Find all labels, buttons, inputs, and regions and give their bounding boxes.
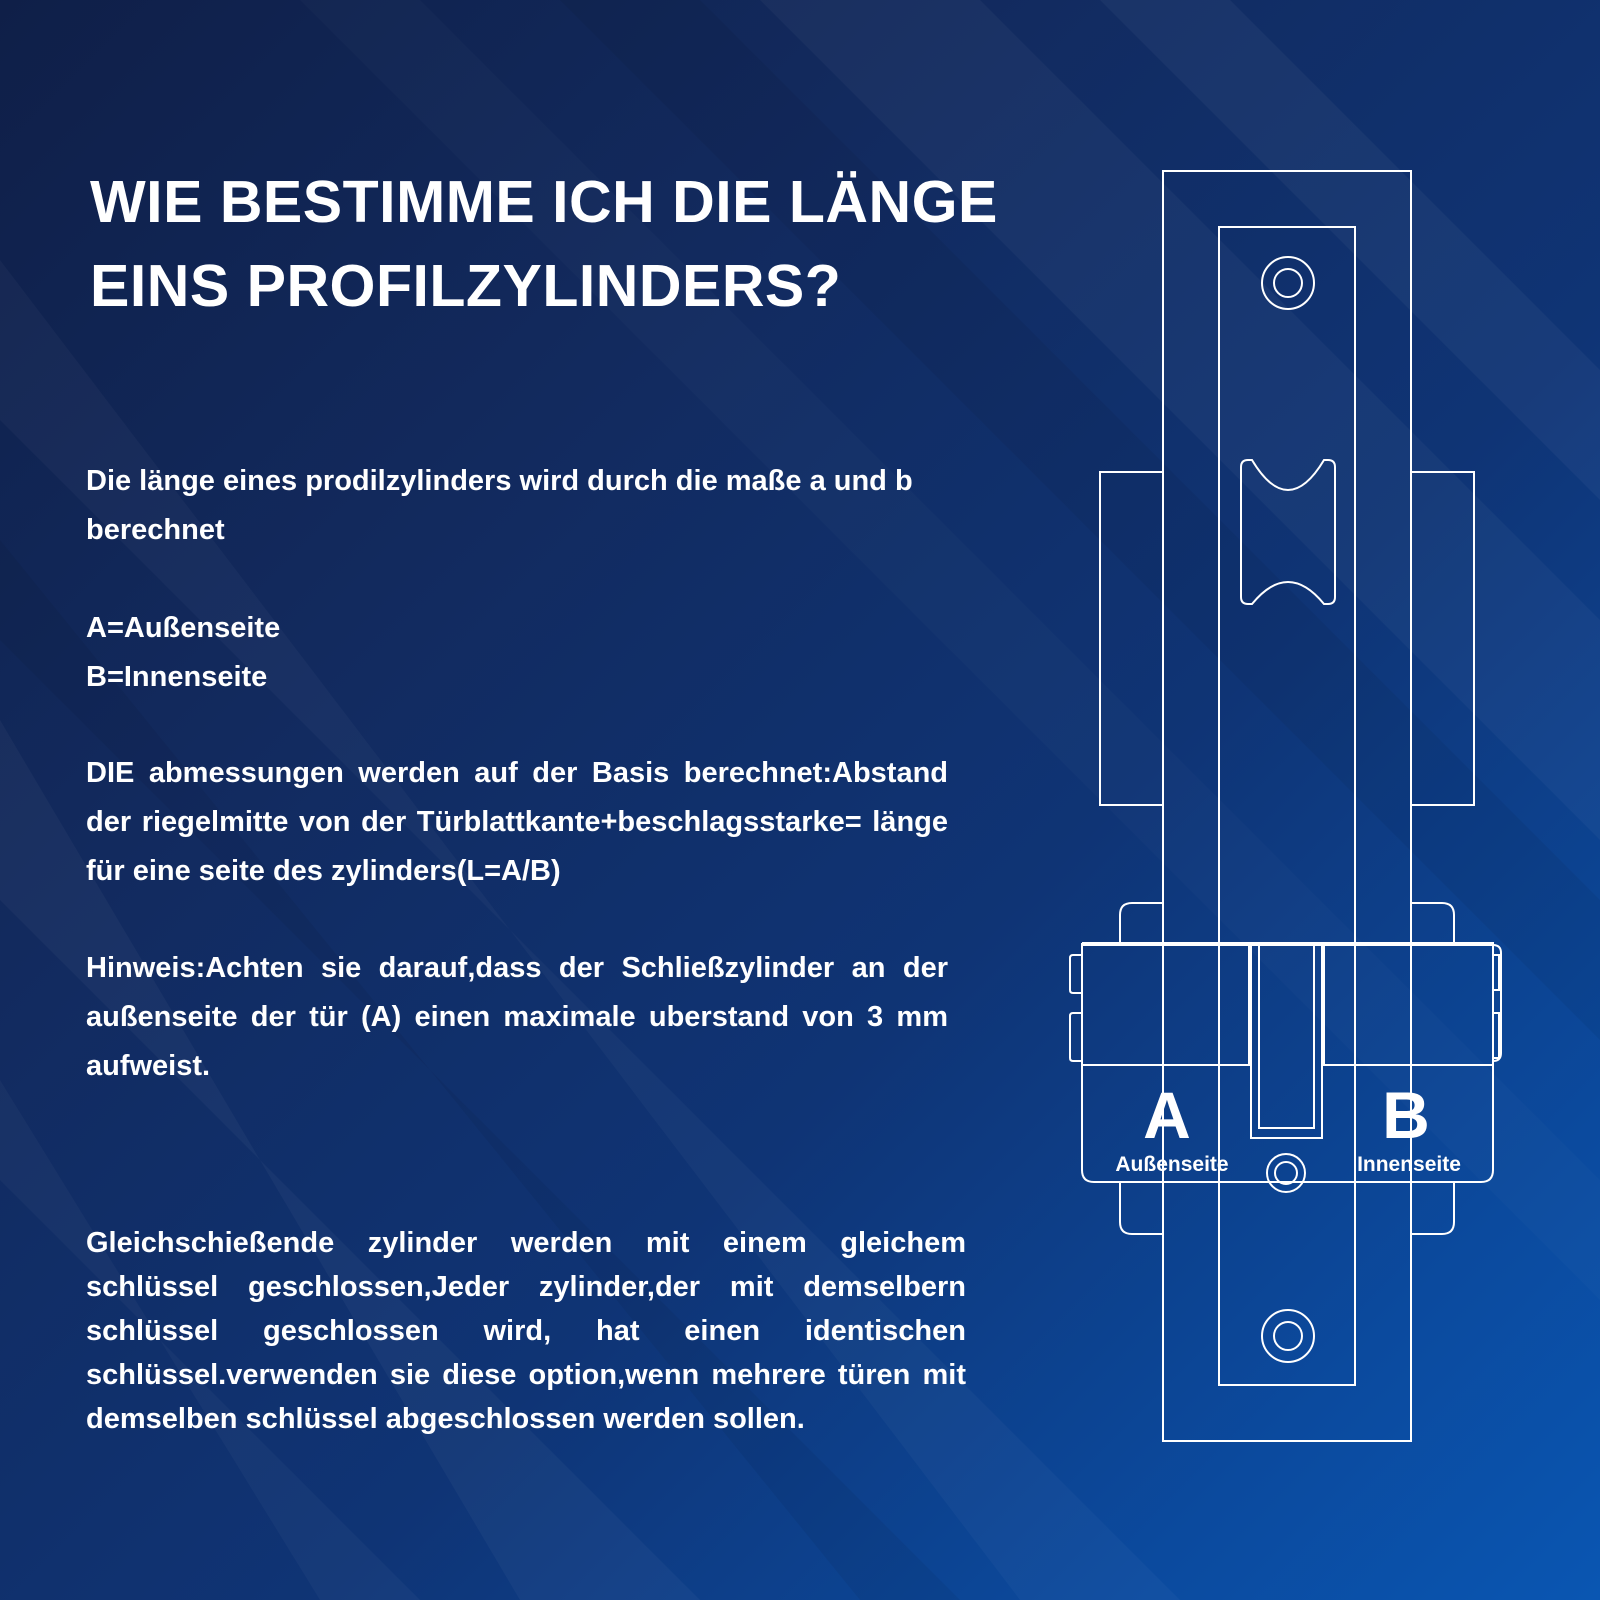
page-title: [90, 160, 1010, 328]
legend-b: B=Innenseite: [86, 661, 268, 693]
diagram-label-a: A: [1143, 1078, 1191, 1152]
legend-paragraph: [86, 604, 686, 702]
latch-outline: [1241, 460, 1335, 604]
diagram-label-b: B: [1382, 1078, 1430, 1152]
legend-a: A=Außenseite: [86, 612, 281, 644]
cylinder-left-body: [1082, 943, 1249, 1065]
center-screw-icon: [1267, 1154, 1305, 1192]
top-screw-icon: [1262, 257, 1314, 309]
cam-outline: [1251, 943, 1322, 1138]
diagram-label-b-sub: Innenseite: [1357, 1153, 1461, 1176]
hint-paragraph: Hinweis:Achten sie darauf,dass der Schließzylinder an der außenseite der tür (A) einen maximale uberstand von 3 mm aufweist.: [86, 952, 948, 1082]
faceplate-outline: [1163, 171, 1411, 1441]
diagram-label-a-sub: Außenseite: [1115, 1153, 1229, 1176]
intro-paragraph: Die länge eines prodilzylinders wird durch die maße a und b berechnet: [86, 465, 913, 546]
basis-paragraph: DIE abmessungen werden auf der Basis berechnet:Abstand der riegelmitte von der Türblattkante+beschlagsstarke= länge für eine seite des zylinders(L=A/B): [86, 757, 948, 887]
title-line-2: EINS PROFILZYLINDERS?: [90, 253, 842, 319]
left-bracket: [1100, 472, 1163, 805]
right-bracket: [1411, 472, 1474, 805]
same-key-paragraph: Gleichschießende zylinder werden mit einem gleichem schlüssel geschlossen,Jeder zylinder,der mit demselbern schlüssel geschlossen wird, hat einen identischen schlüssel.verwenden sie diese option,wenn mehrere türen mit demselben schlüssel abgeschlossen werden sollen.: [86, 1227, 966, 1435]
title-line-1: WIE BESTIMME ICH DIE LÄNGE: [90, 169, 998, 235]
cylinder-lock-diagram: [1060, 160, 1520, 1460]
inner-plate-outline: [1219, 227, 1355, 1385]
cylinder-right-body: [1324, 943, 1493, 1065]
bottom-screw-icon: [1262, 1310, 1314, 1362]
